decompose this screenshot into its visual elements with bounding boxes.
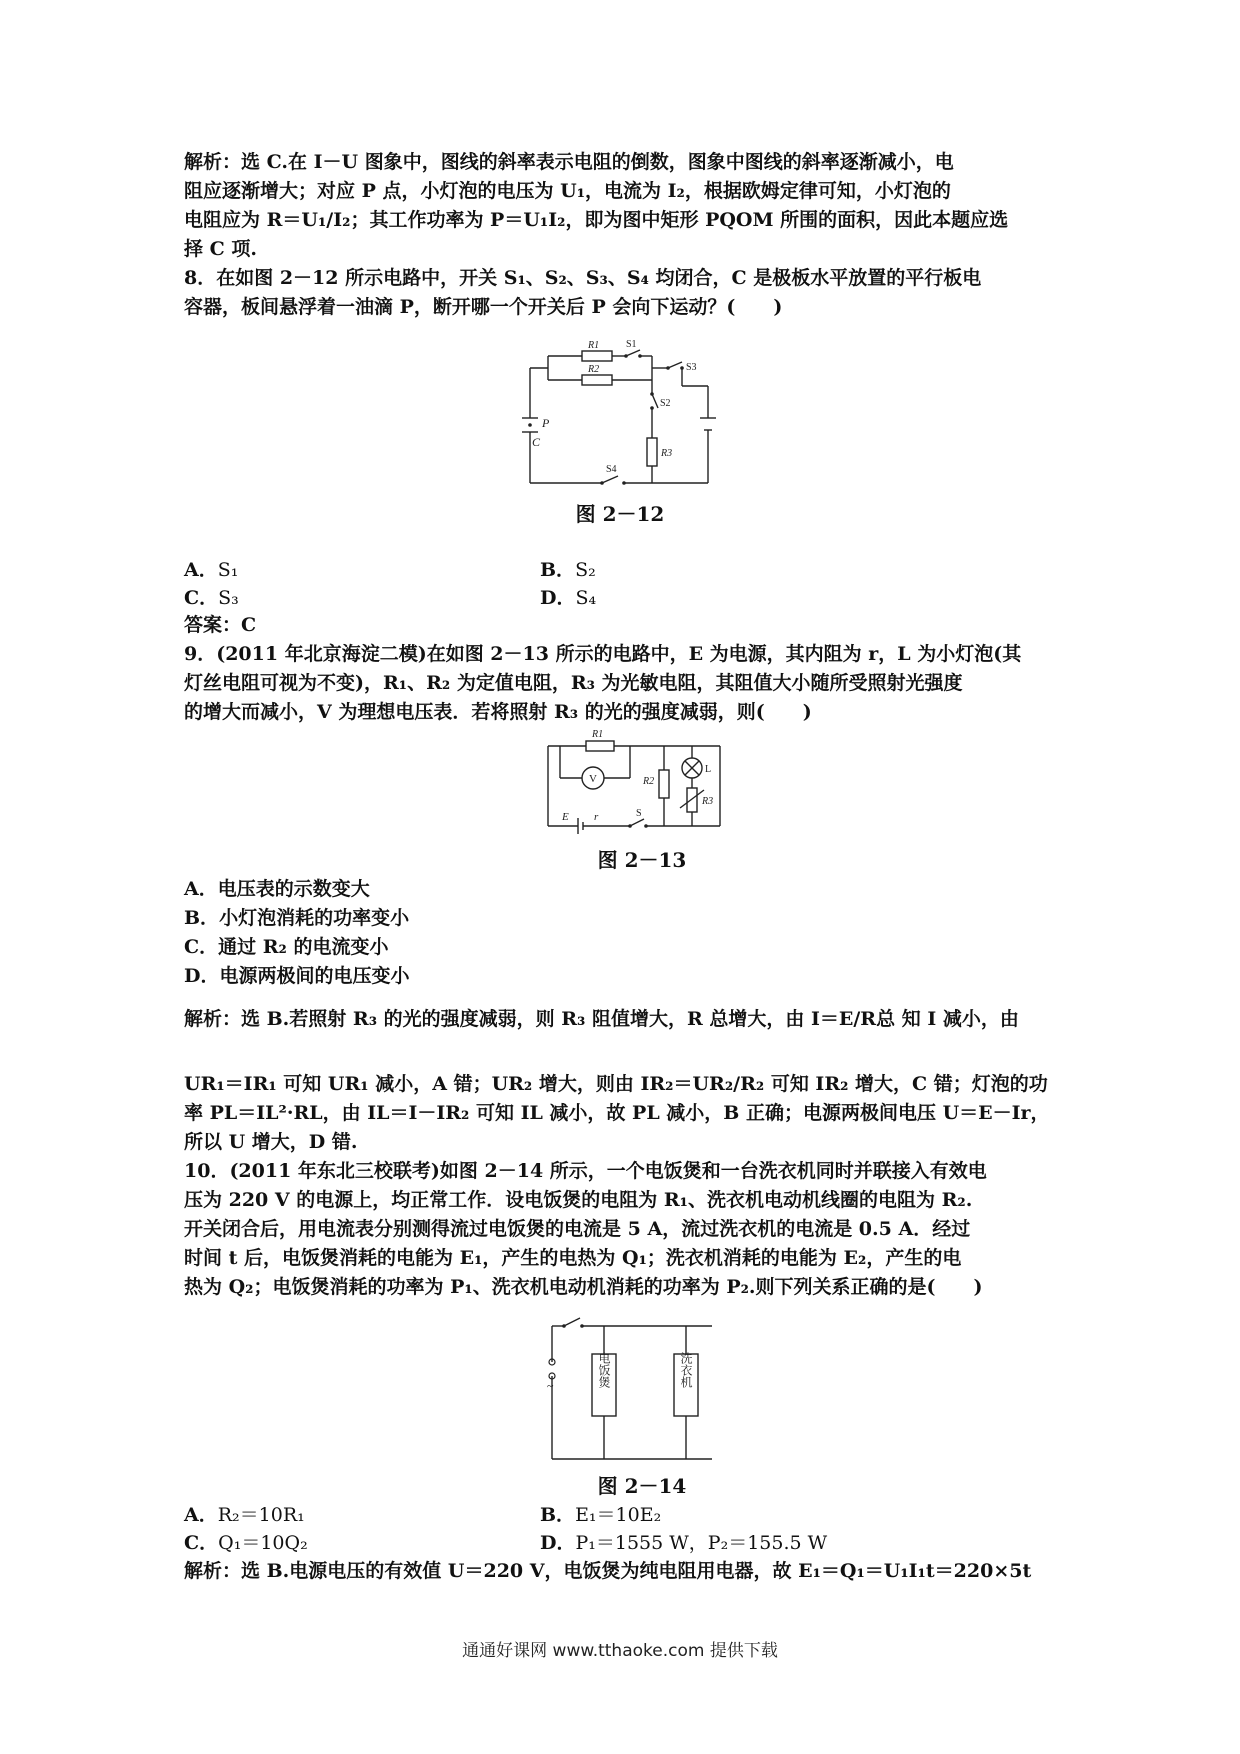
q9-analysis (184, 1070, 1064, 1157)
q8-option-c: C．S₃ (184, 587, 239, 609)
q10-stem-line: 10．(2011 年东北三校联考)如图 2－14 所示，一个电饭煲和一台洗衣机同时并联接入有效电 (184, 1160, 987, 1182)
label-r3: R3 (702, 796, 714, 807)
q7-analysis-line: 阻应逐渐增大；对应 P 点，小灯泡的电压为 U₁，电流为 I₂，根据欧姆定律可知，小灯泡的 (184, 180, 951, 202)
q10-option-a: A．R₂＝10R₁ (184, 1504, 305, 1526)
label-p: P (542, 416, 550, 430)
figure-2-12-caption: 图 2－12 (575, 502, 665, 526)
q8-stem (184, 264, 1064, 322)
figure-2-12-circuit (520, 338, 720, 488)
label-r1: R1 (592, 729, 604, 740)
q9-analysis-line-1: 解析：选 B.若照射 R₃ 的光的强度减弱，则 R₃ 阻值增大，R 总增大，由 I＝E/R总 知 I 减小，由 (184, 1008, 1019, 1030)
q9-stem-line: 灯丝电阻可视为不变)，R₁、R₂ 为定值电阻，R₃ 为光敏电阻，其阻值大小随所受照射光强度 (184, 672, 963, 694)
q10-stem-line: 热为 Q₂；电饭煲消耗的功率为 P₁、洗衣机电动机消耗的功率为 P₂.则下列关系正确的是( ) (184, 1276, 983, 1298)
label-s2: S2 (660, 398, 671, 409)
label-washing-machine: 洗衣机 (679, 1352, 693, 1388)
label-s4: S4 (606, 464, 617, 475)
label-e: E (562, 811, 569, 823)
label-s1: S1 (626, 339, 637, 350)
q7-analysis-line: 解析：选 C.在 I－U 图象中，图线的斜率表示电阻的倒数，图象中图线的斜率逐渐减小，电 (184, 151, 954, 173)
label-s: S (636, 808, 642, 819)
q9-options (184, 875, 1064, 991)
q8-stem-line: 8．在如图 2－12 所示电路中，开关 S₁、S₂、S₃、S₄ 均闭合，C 是极板水平放置的平行板电 (184, 267, 982, 289)
label-l: L (705, 764, 712, 775)
q9-stem (184, 640, 1064, 727)
label-c: C (532, 435, 541, 449)
q9-stem-line: 的增大而减小，V 为理想电压表．若将照射 R₃ 的光的强度减弱，则( ) (184, 701, 812, 723)
figure-2-14-circuit (540, 1314, 720, 1464)
figure-2-13-caption: 图 2－13 (597, 848, 687, 872)
label-ac-tilde: ~ (547, 1379, 554, 1393)
label-rice-cooker: 电饭煲 (597, 1352, 611, 1388)
q10-option-c: C．Q₁＝10Q₂ (184, 1532, 308, 1554)
q8-option-a: A．S₁ (184, 559, 239, 581)
q9-analysis-line: UR₁＝IR₁ 可知 UR₁ 减小，A 错；UR₂ 增大，则由 IR₂＝UR₂/R₂ 可知 IR₂ 增大，C 错；灯泡的功 (184, 1073, 1048, 1095)
label-r1: R1 (588, 340, 600, 351)
q7-analysis-line: 电阻应为 R＝U₁/I₂；其工作功率为 P＝U₁I₂，即为图中矩形 PQOM 所围的面积，因此本题应选 (184, 209, 1009, 231)
label-v: V (589, 773, 597, 785)
label-r: r (594, 811, 599, 823)
q10-stem (184, 1157, 1064, 1302)
figure-2-14-caption: 图 2－14 (597, 1474, 687, 1498)
q10-stem-line: 时间 t 后，电饭煲消耗的电能为 E₁，产生的电热为 Q₁；洗衣机消耗的电能为 E₂，产生的电 (184, 1247, 962, 1269)
q9-option-d: D．电源两极间的电压变小 (184, 965, 410, 987)
q8-stem-line: 容器，板间悬浮着一油滴 P，断开哪一个开关后 P 会向下运动？( ) (184, 296, 783, 318)
q9-analysis-line: 所以 U 增大，D 错. (184, 1131, 358, 1153)
q9-analysis-line: 率 PL＝IL²·RL，由 IL＝I－IR₂ 可知 IL 减小，故 PL 减小，B 正确；电源两极间电压 U＝E－Ir， (184, 1102, 1050, 1124)
figure-2-13-circuit (540, 726, 730, 836)
q8-option-b: B．S₂ (540, 559, 596, 581)
label-r2: R2 (588, 364, 600, 375)
q10-option-d: D．P₁＝1555 W，P₂＝155.5 W (540, 1532, 828, 1554)
q10-option-b: B．E₁＝10E₂ (540, 1504, 662, 1526)
q7-analysis (184, 148, 1064, 264)
q9-option-b: B．小灯泡消耗的功率变小 (184, 907, 410, 929)
q7-analysis-line: 择 C 项. (184, 238, 257, 260)
label-r2: R2 (643, 776, 655, 787)
q9-option-c: C．通过 R₂ 的电流变小 (184, 936, 389, 958)
q8-answer: 答案：C (184, 614, 257, 636)
q9-option-a: A．电压表的示数变大 (184, 878, 370, 900)
page-footer: 通通好课网 www.tthaoke.com 提供下载 (462, 1641, 778, 1661)
q10-stem-line: 压为 220 V 的电源上，均正常工作．设电饭煲的电阻为 R₁、洗衣机电动机线圈的电阻为 R₂. (184, 1189, 973, 1211)
q10-stem-line: 开关闭合后，用电流表分别测得流过电饭煲的电流是 5 A，流过洗衣机的电流是 0.5 A．经过 (184, 1218, 971, 1240)
label-s3: S3 (686, 362, 697, 373)
q10-analysis-line-1: 解析：选 B.电源电压的有效值 U＝220 V，电饭煲为纯电阻用电器，故 E₁＝Q₁＝U₁I₁t＝220×5t (184, 1560, 1032, 1582)
q8-option-d: D．S₄ (540, 587, 597, 609)
q9-stem-line: 9．(2011 年北京海淀二模)在如图 2－13 所示的电路中，E 为电源，其内阻为 r，L 为小灯泡(其 (184, 643, 1022, 665)
label-r3: R3 (661, 448, 673, 459)
